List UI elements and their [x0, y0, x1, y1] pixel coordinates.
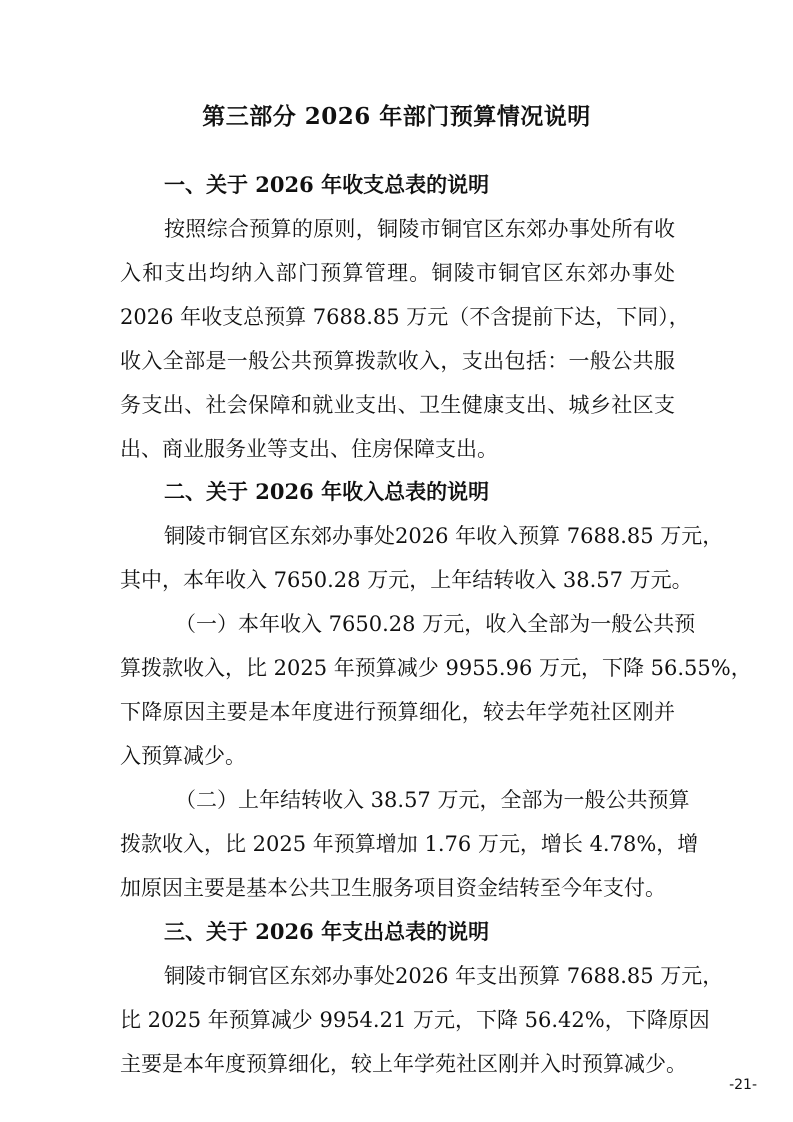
- paragraph-line: 下降原因主要是本年度进行预算细化，较去年学苑社区刚并: [120, 700, 675, 724]
- paragraph-line: 入预算减少。: [120, 744, 246, 768]
- paragraph-line: 算拨款收入，比 2025 年预算减少 9955.96 万元，下降 56.55%，: [120, 656, 752, 680]
- paragraph-line: 务支出、社会保障和就业支出、卫生健康支出、城乡社区支: [120, 393, 675, 417]
- paragraph-line: 拨款收入，比 2025 年预算增加 1.76 万元，增长 4.78%，增: [120, 832, 699, 856]
- paragraph-line: 比 2025 年预算减少 9954.21 万元，下降 56.42%，下降原因: [120, 1008, 710, 1032]
- paragraph-line: 铜陵市铜官区东郊办事处2026 年支出预算 7688.85 万元，: [164, 964, 724, 988]
- paragraph-line: 主要是本年度预算细化，较上年学苑社区刚并入时预算减少。: [120, 1052, 687, 1076]
- page-number: -21-: [729, 1077, 757, 1093]
- paragraph-line: 收入全部是一般公共预算拨款收入，支出包括：一般公共服: [120, 349, 675, 373]
- paragraph-line: 按照综合预算的原则，铜陵市铜官区东郊办事处所有收: [164, 217, 675, 241]
- paragraph-line: （二）上年结转收入 38.57 万元，全部为一般公共预算: [175, 788, 690, 812]
- paragraph-line: 出、商业服务业等支出、住房保障支出。: [120, 437, 498, 461]
- paragraph-line: 加原因主要是基本公共卫生服务项目资金结转至今年支付。: [120, 876, 666, 900]
- page-title: 第三部分 2026 年部门预算情况说明: [202, 103, 591, 130]
- paragraph-line: 2026 年收支总预算 7688.85 万元（不含提前下达，下同），: [120, 305, 690, 329]
- section-heading-1: 一、关于 2026 年收支总表的说明: [164, 172, 490, 197]
- section-heading-2: 二、关于 2026 年收入总表的说明: [164, 479, 490, 504]
- paragraph-line: 铜陵市铜官区东郊办事处2026 年收入预算 7688.85 万元，: [164, 524, 724, 548]
- paragraph-line: （一）本年收入 7650.28 万元，收入全部为一般公共预: [175, 612, 696, 636]
- section-heading-3: 三、关于 2026 年支出总表的说明: [164, 919, 490, 944]
- paragraph-line: 入和支出均纳入部门预算管理。铜陵市铜官区东郊办事处: [120, 261, 675, 285]
- paragraph-line: 其中，本年收入 7650.28 万元，上年结转收入 38.57 万元。: [120, 568, 693, 592]
